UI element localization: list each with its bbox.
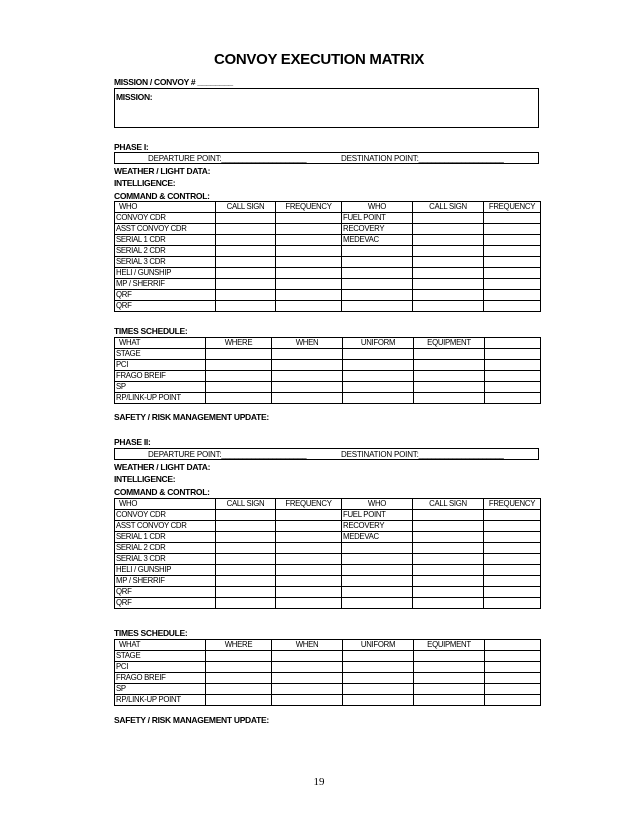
column-header: WHAT [115,338,206,349]
uniform-cell[interactable] [343,382,414,393]
table-row [115,268,541,279]
extra-cell[interactable] [485,673,541,684]
uniform-cell[interactable] [343,393,414,404]
table-row [115,235,541,246]
frequency-cell[interactable] [484,268,541,279]
column-header [485,640,541,651]
frequency-cell[interactable] [276,290,342,301]
table-row [115,695,541,706]
phase-1-c2-label: COMMAND & CONTROL: [114,191,210,201]
call-sign-cell[interactable] [413,246,484,257]
who-cell: CONVOY CDR [115,213,216,224]
column-header: WHAT [115,640,206,651]
extra-cell[interactable] [485,371,541,382]
who-cell [342,301,413,312]
table-row [115,224,541,235]
call-sign-cell[interactable] [216,532,276,543]
frequency-cell[interactable] [276,532,342,543]
frequency-cell[interactable] [484,576,541,587]
uniform-cell[interactable] [343,371,414,382]
uniform-cell[interactable] [343,651,414,662]
who-cell: HELI / GUNSHIP [115,268,216,279]
what-cell: PCI [115,662,206,673]
phase-2-times-label: TIMES SCHEDULE: [114,628,188,638]
phase-2-times-table [114,639,541,706]
uniform-cell[interactable] [343,360,414,371]
who-cell: QRF [115,598,216,609]
column-header [485,338,541,349]
who-cell [342,565,413,576]
frequency-cell[interactable] [276,576,342,587]
table-row [115,576,541,587]
call-sign-cell[interactable] [216,521,276,532]
extra-cell[interactable] [485,662,541,673]
extra-cell[interactable] [485,695,541,706]
phase-1-times-table [114,337,541,404]
phase-1-intelligence-label: INTELLIGENCE: [114,178,176,188]
phase-2-weather-label: WEATHER / LIGHT DATA: [114,462,211,472]
call-sign-cell[interactable] [216,587,276,598]
frequency-cell[interactable] [276,521,342,532]
call-sign-cell[interactable] [413,565,484,576]
equipment-cell[interactable] [414,651,485,662]
call-sign-cell[interactable] [413,213,484,224]
who-cell: CONVOY CDR [115,510,216,521]
table-header-row [115,640,541,651]
who-cell [342,268,413,279]
frequency-cell[interactable] [276,598,342,609]
uniform-cell[interactable] [343,349,414,360]
equipment-cell[interactable] [414,393,485,404]
phase-1-weather-label: WEATHER / LIGHT DATA: [114,166,211,176]
call-sign-cell[interactable] [216,510,276,521]
who-cell: MP / SHERRIF [115,279,216,290]
table-row [115,213,541,224]
equipment-cell[interactable] [414,684,485,695]
frequency-cell[interactable] [484,510,541,521]
who-cell [342,576,413,587]
who-cell: ASST CONVOY CDR [115,521,216,532]
extra-cell[interactable] [485,684,541,695]
when-cell[interactable] [272,382,343,393]
where-cell[interactable] [206,382,272,393]
when-cell[interactable] [272,695,343,706]
column-header: WHO [115,202,216,213]
table-row [115,279,541,290]
equipment-cell[interactable] [414,662,485,673]
uniform-cell[interactable] [343,684,414,695]
table-row [115,587,541,598]
extra-cell[interactable] [485,393,541,404]
frequency-cell[interactable] [484,598,541,609]
who-cell: FUEL POINT [342,510,413,521]
frequency-cell[interactable] [484,279,541,290]
when-cell[interactable] [272,673,343,684]
table-row [115,684,541,695]
who-cell: QRF [115,290,216,301]
frequency-cell[interactable] [484,213,541,224]
call-sign-cell[interactable] [413,543,484,554]
column-header: WHO [342,499,413,510]
where-cell[interactable] [206,684,272,695]
phase-2-intelligence-label: INTELLIGENCE: [114,474,176,484]
equipment-cell[interactable] [414,695,485,706]
frequency-cell[interactable] [484,290,541,301]
document-title: CONVOY EXECUTION MATRIX [213,51,425,68]
column-header: FREQUENCY [484,202,541,213]
phase-1-safety-label: SAFETY / RISK MANAGEMENT UPDATE: [114,412,269,422]
what-cell: RP/LINK-UP POINT [115,393,206,404]
phase-1-c2-table [114,201,541,312]
where-cell[interactable] [206,673,272,684]
who-cell: MEDEVAC [342,532,413,543]
who-cell: MP / SHERRIF [115,576,216,587]
phase-2-points-box [114,448,539,460]
page-number: 19 [313,776,325,788]
who-cell [342,598,413,609]
table-row [115,532,541,543]
phase-2-departure-point: DEPARTURE POINT:____________________ [148,450,307,459]
call-sign-cell[interactable] [216,598,276,609]
extra-cell[interactable] [485,349,541,360]
who-cell: SERIAL 3 CDR [115,554,216,565]
where-cell[interactable] [206,349,272,360]
frequency-cell[interactable] [484,565,541,576]
table-row [115,257,541,268]
phase-1-departure-point: DEPARTURE POINT:____________________ [148,154,307,163]
extra-cell[interactable] [485,382,541,393]
call-sign-cell[interactable] [413,510,484,521]
where-cell[interactable] [206,662,272,673]
who-cell [342,246,413,257]
frequency-cell[interactable] [484,554,541,565]
call-sign-cell[interactable] [216,213,276,224]
call-sign-cell[interactable] [216,279,276,290]
column-header: UNIFORM [343,640,414,651]
frequency-cell[interactable] [484,543,541,554]
call-sign-cell[interactable] [216,301,276,312]
table-row [115,510,541,521]
table-row [115,371,541,382]
frequency-cell[interactable] [276,301,342,312]
column-header: FREQUENCY [276,202,342,213]
what-cell: SP [115,684,206,695]
who-cell: QRF [115,301,216,312]
uniform-cell[interactable] [343,662,414,673]
call-sign-cell[interactable] [413,576,484,587]
column-header: EQUIPMENT [414,640,485,651]
column-header: CALL SIGN [413,499,484,510]
table-header-row [115,499,541,510]
frequency-cell[interactable] [276,279,342,290]
call-sign-cell[interactable] [216,257,276,268]
phase-2-destination-point: DESTINATION POINT:____________________ [341,450,504,459]
frequency-cell[interactable] [484,257,541,268]
who-cell [342,587,413,598]
column-header: WHO [115,499,216,510]
column-header: FREQUENCY [484,499,541,510]
frequency-cell[interactable] [276,235,342,246]
table-row [115,565,541,576]
call-sign-cell[interactable] [216,576,276,587]
who-cell [342,290,413,301]
table-row [115,554,541,565]
table-header-row [115,202,541,213]
equipment-cell[interactable] [414,382,485,393]
who-cell: SERIAL 3 CDR [115,257,216,268]
who-cell [342,543,413,554]
phase-2-c2-table [114,498,541,609]
mission-box[interactable] [114,88,539,128]
uniform-cell[interactable] [343,695,414,706]
phase-1-label: PHASE I: [114,142,149,152]
frequency-cell[interactable] [276,587,342,598]
call-sign-cell[interactable] [216,543,276,554]
call-sign-cell[interactable] [413,554,484,565]
when-cell[interactable] [272,684,343,695]
call-sign-cell[interactable] [413,235,484,246]
column-header: EQUIPMENT [414,338,485,349]
phase-1-points-box [114,152,539,164]
call-sign-cell[interactable] [413,521,484,532]
extra-cell[interactable] [485,360,541,371]
call-sign-cell[interactable] [413,257,484,268]
column-header: CALL SIGN [413,202,484,213]
table-row [115,521,541,532]
column-header: WHEN [272,338,343,349]
when-cell[interactable] [272,360,343,371]
call-sign-cell[interactable] [413,587,484,598]
call-sign-cell[interactable] [413,290,484,301]
frequency-cell[interactable] [276,268,342,279]
frequency-cell[interactable] [484,246,541,257]
frequency-cell[interactable] [276,554,342,565]
phase-1-destination-point: DESTINATION POINT:____________________ [341,154,504,163]
when-cell[interactable] [272,349,343,360]
column-header: WHERE [206,640,272,651]
equipment-cell[interactable] [414,673,485,684]
who-cell: ASST CONVOY CDR [115,224,216,235]
column-header: WHO [342,202,413,213]
who-cell: RECOVERY [342,521,413,532]
who-cell: HELI / GUNSHIP [115,565,216,576]
who-cell: FUEL POINT [342,213,413,224]
table-row [115,651,541,662]
when-cell[interactable] [272,662,343,673]
call-sign-cell[interactable] [216,224,276,235]
phase-1-times-label: TIMES SCHEDULE: [114,326,188,336]
table-row [115,598,541,609]
column-header: FREQUENCY [276,499,342,510]
what-cell: STAGE [115,349,206,360]
when-cell[interactable] [272,393,343,404]
table-row [115,360,541,371]
frequency-cell[interactable] [276,213,342,224]
frequency-cell[interactable] [484,521,541,532]
who-cell: RECOVERY [342,224,413,235]
column-header: WHERE [206,338,272,349]
table-row [115,349,541,360]
who-cell [342,279,413,290]
who-cell: QRF [115,587,216,598]
frequency-cell[interactable] [276,565,342,576]
phase-2-safety-label: SAFETY / RISK MANAGEMENT UPDATE: [114,715,269,725]
call-sign-cell[interactable] [216,246,276,257]
call-sign-cell[interactable] [413,279,484,290]
frequency-cell[interactable] [484,301,541,312]
frequency-cell[interactable] [484,235,541,246]
frequency-cell[interactable] [484,587,541,598]
who-cell: SERIAL 2 CDR [115,543,216,554]
where-cell[interactable] [206,651,272,662]
where-cell[interactable] [206,393,272,404]
call-sign-cell[interactable] [413,598,484,609]
mission-label: MISSION: [116,92,153,102]
mission-convoy-number-label: MISSION / CONVOY # ________ [114,77,233,87]
phase-2-label: PHASE II: [114,437,151,447]
call-sign-cell[interactable] [216,554,276,565]
what-cell: FRAGO BREIF [115,371,206,382]
who-cell: SERIAL 2 CDR [115,246,216,257]
table-row [115,662,541,673]
table-row [115,393,541,404]
call-sign-cell[interactable] [216,565,276,576]
frequency-cell[interactable] [276,543,342,554]
call-sign-cell[interactable] [216,235,276,246]
frequency-cell[interactable] [276,510,342,521]
column-header: CALL SIGN [216,499,276,510]
table-header-row [115,338,541,349]
uniform-cell[interactable] [343,673,414,684]
where-cell[interactable] [206,695,272,706]
what-cell: RP/LINK-UP POINT [115,695,206,706]
when-cell[interactable] [272,371,343,382]
call-sign-cell[interactable] [413,268,484,279]
what-cell: SP [115,382,206,393]
call-sign-cell[interactable] [413,532,484,543]
what-cell: FRAGO BREIF [115,673,206,684]
column-header: WHEN [272,640,343,651]
call-sign-cell[interactable] [216,268,276,279]
column-header: UNIFORM [343,338,414,349]
where-cell[interactable] [206,360,272,371]
what-cell: PCI [115,360,206,371]
equipment-cell[interactable] [414,360,485,371]
who-cell: SERIAL 1 CDR [115,532,216,543]
who-cell: MEDEVAC [342,235,413,246]
where-cell[interactable] [206,371,272,382]
when-cell[interactable] [272,651,343,662]
table-row [115,290,541,301]
table-row [115,246,541,257]
column-header: CALL SIGN [216,202,276,213]
call-sign-cell[interactable] [413,224,484,235]
extra-cell[interactable] [485,651,541,662]
table-row [115,673,541,684]
frequency-cell[interactable] [276,224,342,235]
frequency-cell[interactable] [276,257,342,268]
frequency-cell[interactable] [484,224,541,235]
equipment-cell[interactable] [414,371,485,382]
table-row [115,301,541,312]
phase-2-c2-label: COMMAND & CONTROL: [114,487,210,497]
call-sign-cell[interactable] [216,290,276,301]
table-row [115,382,541,393]
frequency-cell[interactable] [484,532,541,543]
what-cell: STAGE [115,651,206,662]
who-cell [342,257,413,268]
table-row [115,543,541,554]
who-cell [342,554,413,565]
equipment-cell[interactable] [414,349,485,360]
who-cell: SERIAL 1 CDR [115,235,216,246]
call-sign-cell[interactable] [413,301,484,312]
frequency-cell[interactable] [276,246,342,257]
